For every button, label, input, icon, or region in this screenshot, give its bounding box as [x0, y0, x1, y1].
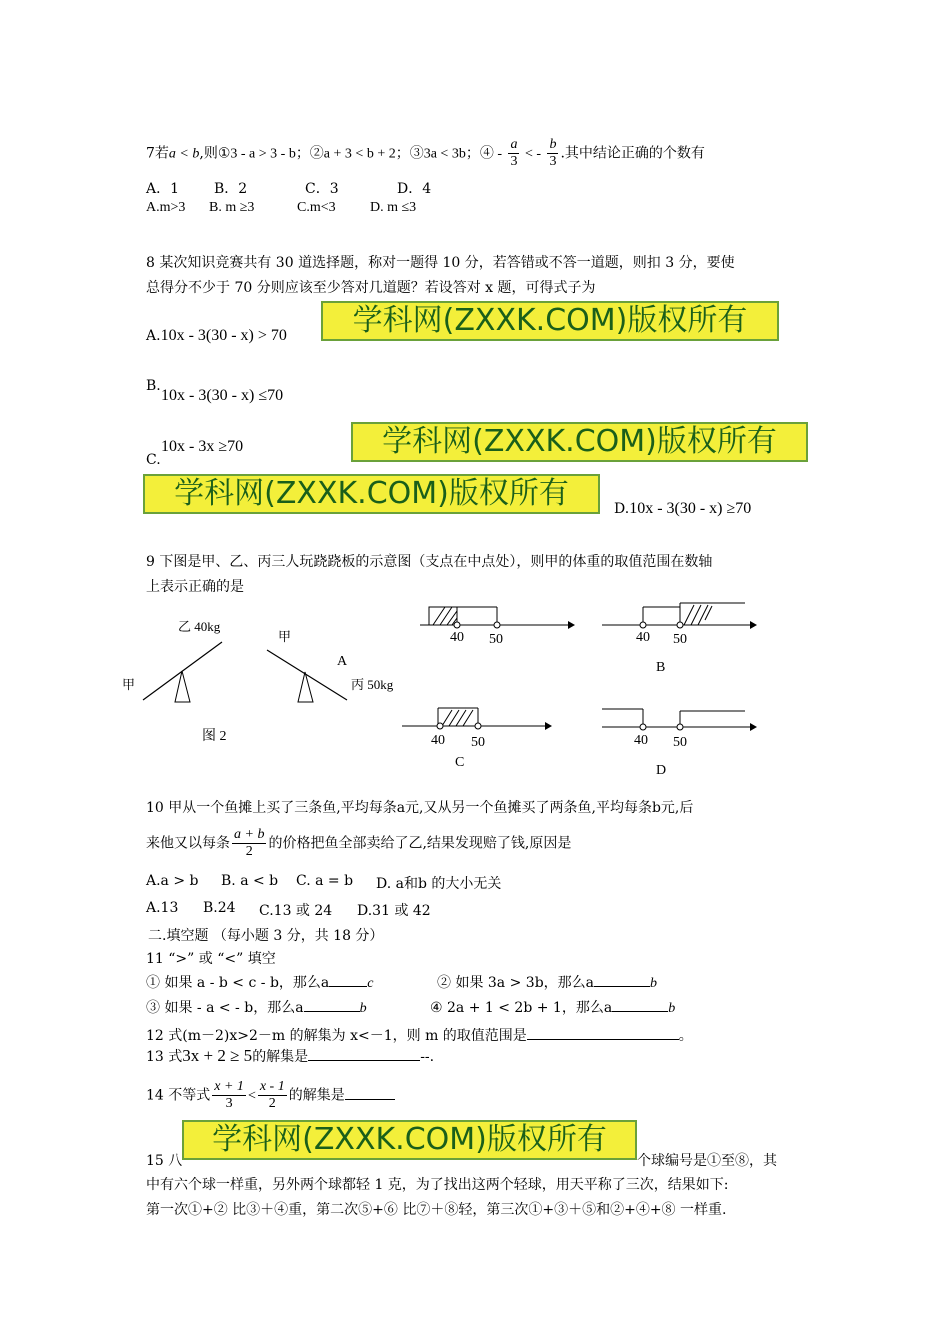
q15-line-2: 中有六个球一样重，另外两个球都轻 1 克，为了找出这两个轻球，用天平称了三次，结果如下: [146, 1177, 729, 1193]
q7-option2-b: B. m ≥3 [209, 200, 255, 215]
seesaw-2-fulcrum [298, 672, 313, 702]
q10-option2-b: B.24 [203, 900, 236, 916]
q10-option-b: B. a < b [221, 873, 279, 889]
q7-option-c: C．3 [305, 181, 339, 197]
q10-fraction: $\frac{a + b}{2}$ [234, 827, 265, 859]
q11-item-1: ① 如果 a - b < c - b，那么a c [146, 975, 374, 991]
watermark-2: 学科网(ZXXK.COM)版权所有 [351, 422, 808, 462]
seesaw-2-right-label: 丙 50kg [351, 677, 394, 692]
q15-line-3: 第一次①+② 比③＋④重，第二次⑤+⑥ 比⑦＋⑧轻，第三次①+③＋⑤和②+④+⑧ 一样重. [146, 1202, 727, 1218]
q8-option-a: A.10x - 3(30 - x) > 70 [146, 327, 287, 344]
q14-fraction-1: $\frac{x + 1}{3}$ [214, 1079, 244, 1111]
q9-label-b: B [656, 660, 666, 675]
q10-option2-c: C.13 或 24 [259, 903, 333, 919]
tick-50: 50 [673, 735, 687, 750]
q13-line: 13 式3x + 2 ≥ 5的解集是 --. [146, 1046, 435, 1065]
tick-40: 40 [634, 733, 648, 748]
tick-40: 40 [636, 630, 650, 645]
watermark-1: 学科网(ZXXK.COM)版权所有 [321, 301, 779, 341]
q7-option2-a: A.m>3 [146, 200, 186, 215]
q11-item-4: ④ 2a + 1 < 2b + 1，那么a b [430, 1000, 676, 1016]
seesaw-1-left-label: 甲 [122, 677, 136, 692]
q15-line-1-post: 个球编号是①至⑧，其 [637, 1153, 777, 1169]
q8-option-c-expr: 10x - 3x ≥70 [161, 438, 244, 455]
q7-option2-d: D. m ≤3 [370, 200, 417, 215]
section-2-heading: 二.填空题 （每小题 3 分，共 18 分） [148, 928, 384, 944]
q7-option-a: A．1 [146, 181, 180, 197]
q11-item-3: ③ 如果 - a < - b，那么a b [146, 1000, 367, 1016]
tick-50: 50 [489, 632, 503, 647]
q8-option-d: D.10x - 3(30 - x) ≥70 [614, 500, 752, 517]
q9-line-2: 上表示正确的是 [146, 579, 244, 595]
q9-label-a: A [337, 654, 348, 669]
tick-40: 40 [431, 733, 445, 748]
q15-line-1-pre: 15 八 [146, 1153, 183, 1169]
q11-title: 11 “>” 或 “<” 填空 [146, 951, 276, 967]
q8-option-b-label: B. [146, 378, 161, 394]
number-line-c [402, 708, 552, 770]
seesaw-1-fulcrum [175, 671, 190, 702]
q7-option2-c: C.m<3 [297, 200, 336, 215]
q10-line-2: 来他又以每条 $\frac{a + b}{2}$ 的价格把鱼全部卖给了乙,结果发现赔了钱,原因是 [146, 827, 572, 859]
q11-item-2: ② 如果 3a > 3b，那么a b [437, 975, 658, 991]
q14-fraction-2: $\frac{x - 1}{2}$ [259, 1079, 285, 1111]
q10-line-1: 10 甲从一个鱼摊上买了三条鱼,平均每条a元,又从另一个鱼摊买了两条鱼,平均每条b元,后 [146, 800, 694, 816]
q7-fraction-b: $\frac{b}{3}$ [549, 137, 557, 169]
q10-option2-a: A.13 [146, 900, 179, 916]
tick-50: 50 [471, 735, 485, 750]
seesaw-1-top-label: 乙 40kg [178, 619, 221, 634]
number-line-d [602, 709, 757, 778]
q9-line-1: 9 下图是甲、乙、丙三人玩跷跷板的示意图（支点在中点处），则甲的体重的取值范围在数轴 [146, 554, 713, 570]
q8-line-1: 8 某次知识竞赛共有 30 道选择题，称对一题得 10 分，若答错或不答一道题，则扣 3 分，要使 [146, 255, 735, 271]
q10-option-d: D. a和b 的大小无关 [376, 876, 502, 892]
watermark-4: 学科网(ZXXK.COM)版权所有 [182, 1120, 637, 1160]
q8-option-b-expr: 10x - 3(30 - x) ≤70 [161, 387, 284, 404]
q9-label-c: C [455, 755, 465, 770]
seesaw-2-top-label: 甲 [278, 629, 292, 644]
q12-line: 12 式(m－2)x>2－m 的解集为 x<－1，则 m 的取值范围是 。 [146, 1028, 693, 1044]
q9-label-d: D [656, 763, 667, 778]
watermark-3: 学科网(ZXXK.COM)版权所有 [143, 474, 600, 514]
q7-line: 7若a < b,则①3 - a > 3 - b；②a + 3 < b + 2；③3a < 3b；④ - $\frac{a}{3}$ < - $\frac{b}{3}$ .其中结论正确的个数有 [146, 137, 705, 169]
q9-fig-label: 图 2 [202, 729, 227, 744]
tick-40: 40 [450, 630, 464, 645]
q10-option2-d: D.31 或 42 [357, 903, 431, 919]
q7-fraction-a: $\frac{a}{3}$ [510, 137, 518, 169]
q10-option-c: C. a = b [296, 873, 354, 889]
q7-option-b: B．2 [214, 181, 248, 197]
seesaw-2-board [267, 650, 347, 700]
q10-option-a: A.a > b [146, 873, 199, 889]
q14-line: 14 不等式 $\frac{x + 1}{3}$ < $\frac{x - 1}{2}$ 的解集是 [146, 1079, 395, 1112]
number-line-b [602, 603, 757, 675]
tick-50: 50 [673, 632, 687, 647]
q8-option-c-label: C. [146, 452, 161, 468]
number-line-a [420, 607, 575, 647]
q7-option-d: D．4 [397, 181, 432, 197]
q8-line-2: 总得分不少于 70 分则应该至少答对几道题？若设答对 x 题，可得式子为 [146, 280, 596, 296]
